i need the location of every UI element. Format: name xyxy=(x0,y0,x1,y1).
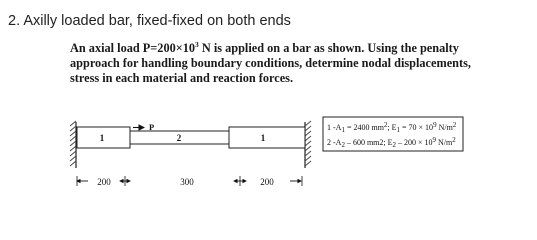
load-label: P xyxy=(149,122,155,132)
segment-1-left-label: 1 xyxy=(99,133,105,143)
dimension-300: 300 xyxy=(180,177,194,187)
legend-row-2: 2 -A2 – 600 mm2; E2 – 200 × 109 N/m2 xyxy=(327,136,456,149)
dimension-200-right: 200 xyxy=(260,177,274,187)
segment-1-right-label: 1 xyxy=(260,133,266,143)
segment-1-right xyxy=(229,127,305,148)
right-fixed-support xyxy=(305,121,311,168)
dimension-200-left: 200 xyxy=(97,177,111,187)
problem-line-1: An axial load $P=200\times 10^3$ N is applied on a bar as shown. Using the penalty xyxy=(70,40,459,56)
left-fixed-support xyxy=(70,121,76,168)
problem-heading: 2. Axilly loaded bar, fixed-fixed on both ends xyxy=(8,13,291,29)
problem-line-2: approach for handling boundary conditions, determine nodal displacements, xyxy=(70,56,471,71)
segment-2-label: 2 xyxy=(176,133,182,143)
problem-line-3: stress in each material and reaction forces. xyxy=(70,71,294,86)
legend-row-1: 1 -A1 = 2400 mm2; E1 = 70 × 109 N/m2 xyxy=(327,121,457,134)
